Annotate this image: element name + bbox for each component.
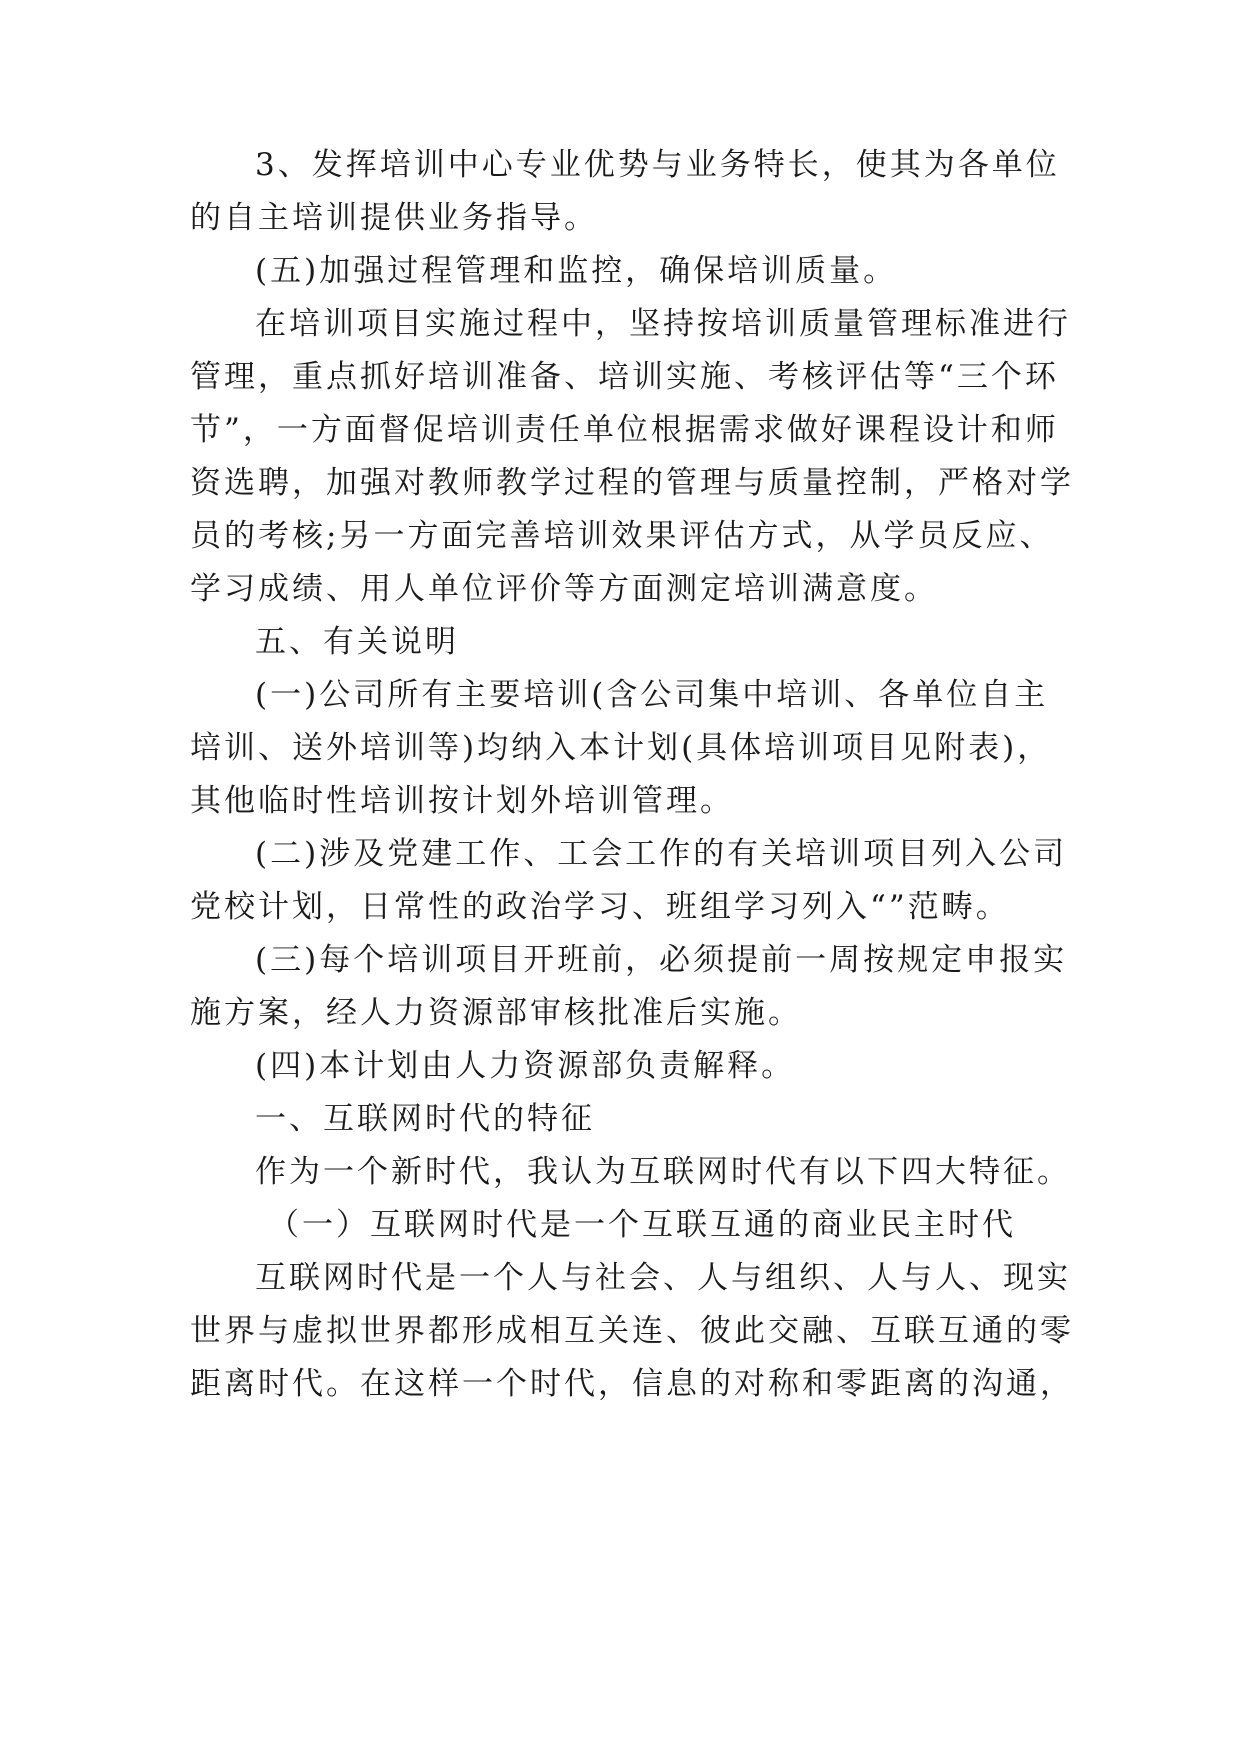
paragraph-line: 学习成绩、用人单位评价等方面测定培训满意度。 [190,571,938,607]
paragraph-line: 距离时代。在这样一个时代，信息的对称和零距离的沟通， [190,1366,1074,1402]
paragraph-line: 管理，重点抓好培训准备、培训实施、考核评估等“三个环 [190,359,1059,395]
paragraph-line: 节”，一方面督促培训责任单位根据需求做好课程设计和师 [190,412,1059,448]
section-heading: (五)加强过程管理和监控，确保培训质量。 [255,253,898,289]
paragraph-line: 资选聘，加强对教师教学过程的管理与质量控制，严格对学 [190,465,1074,501]
paragraph-line: 的自主培训提供业务指导。 [190,200,598,236]
paragraph-line: 其他临时性培训按计划外培训管理。 [190,783,734,819]
paragraph-line: (三)每个培训项目开班前，必须提前一周按规定申报实 [255,942,1068,978]
section-heading: （一）互联网时代是一个互联互通的商业民主时代 [268,1207,1016,1243]
paragraph-line: (四)本计划由人力资源部负责解释。 [255,1048,796,1084]
paragraph-line: 员的考核;另一方面完善培训效果评估方式，从学员反应、 [190,518,1054,554]
section-heading: 五、有关说明 [255,624,459,660]
paragraph-line: 党校计划，日常性的政治学习、班组学习列入“”范畴。 [190,889,1010,925]
paragraph-line: 施方案，经人力资源部审核批准后实施。 [190,995,802,1031]
paragraph-line: 作为一个新时代，我认为互联网时代有以下四大特征。 [255,1154,1071,1190]
paragraph-line: (一)公司所有主要培训(含公司集中培训、各单位自主 [255,677,1049,713]
section-heading: 一、互联网时代的特征 [255,1101,595,1137]
paragraph-line: 培训、送外培训等)均纳入本计划(具体培训项目见附表)， [190,730,1052,766]
paragraph-line: 在培训项目实施过程中，坚持按培训质量管理标准进行 [255,306,1071,342]
paragraph-line: (二)涉及党建工作、工会工作的有关培训项目列入公司 [255,836,1068,872]
paragraph-line: 世界与虚拟世界都形成相互关连、彼此交融、互联互通的零 [190,1313,1074,1349]
paragraph-line: 互联网时代是一个人与社会、人与组织、人与人、现实 [255,1260,1071,1296]
paragraph-line: 3、发挥培训中心专业优势与业务特长，使其为各单位 [255,147,1060,183]
